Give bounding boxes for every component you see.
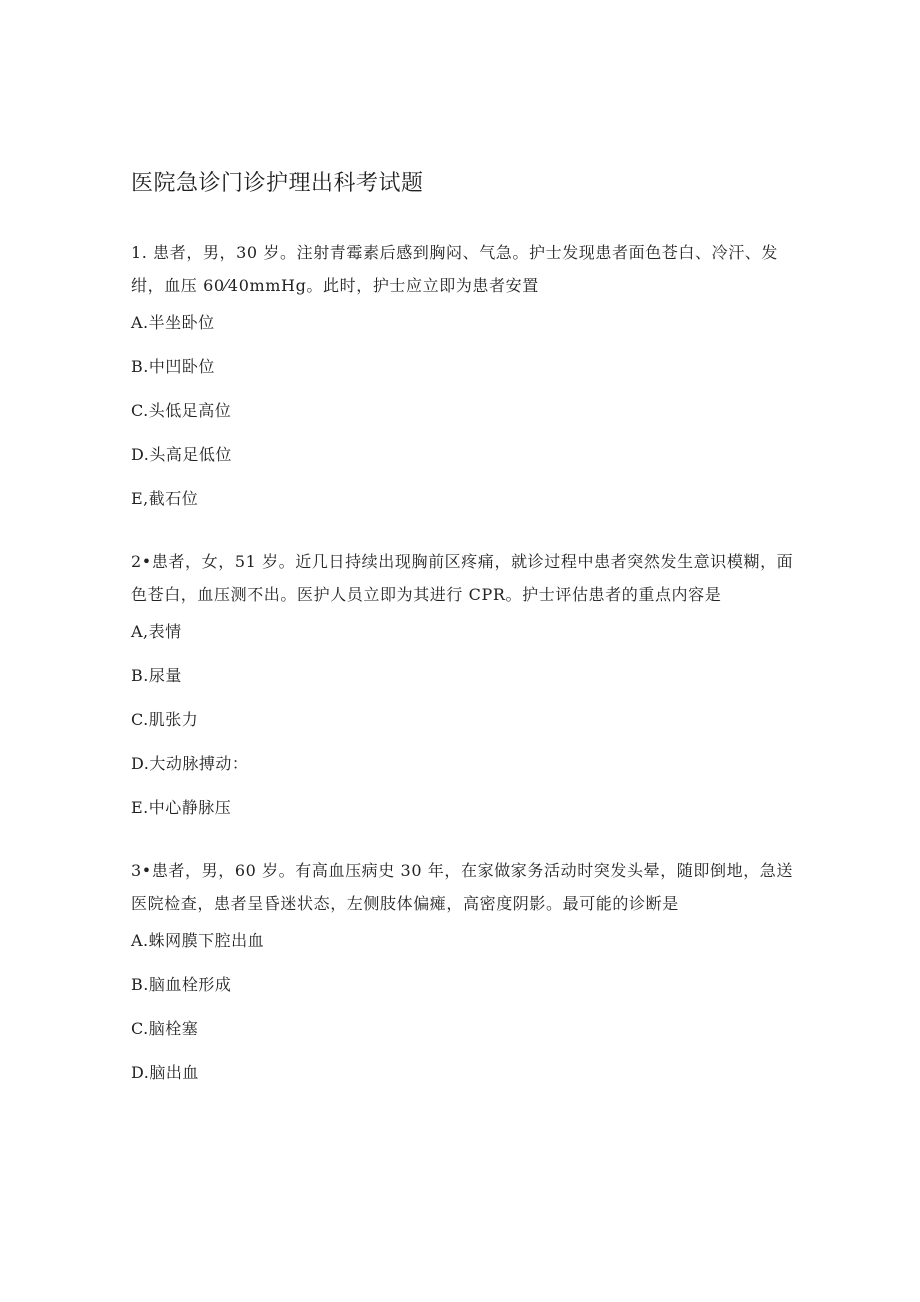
question-stem: 1. 患者，男，30 岁。注射青霉素后感到胸闷、气急。护士发现患者面色苍白、冷汗、发绀，血压 60⁄40mmHg。此时，护士应立即为患者安置 bbox=[131, 243, 778, 295]
option-b: B.中凹卧位 bbox=[131, 357, 215, 376]
question-stem: 2•患者，女，51 岁。近几日持续出现胸前区疼痛，就诊过程中患者突然发生意识模糊，面色苍白，血压测不出。医护人员立即为其进行 CPR。护士评估患者的重点内容是 bbox=[131, 552, 794, 604]
option-d: D.大动脉搏动： bbox=[131, 754, 249, 773]
option-e: E.中心静脉压 bbox=[131, 798, 232, 817]
question-1 bbox=[131, 236, 801, 531]
option-c: C.肌张力 bbox=[131, 710, 199, 729]
question-3 bbox=[131, 854, 801, 1105]
option-a: A,表情 bbox=[131, 622, 182, 641]
option-d: D.头高足低位 bbox=[131, 445, 232, 464]
option-a: A.半坐卧位 bbox=[131, 313, 215, 332]
option-d: D.脑出血 bbox=[131, 1063, 199, 1082]
question-2 bbox=[131, 545, 801, 840]
option-b: B.脑血栓形成 bbox=[131, 975, 232, 994]
question-stem: 3•患者，男，60 岁。有高血压病史 30 年，在家做家务活动时突发头晕，随即倒地，急送医院检查，患者呈昏迷状态，左侧肢体偏瘫，高密度阴影。最可能的诊断是 bbox=[131, 861, 793, 913]
exam-page bbox=[131, 168, 801, 1119]
option-e: E,截石位 bbox=[131, 489, 199, 508]
option-b: B.尿量 bbox=[131, 666, 182, 685]
page-title: 医院急诊门诊护理出科考试题 bbox=[131, 171, 424, 196]
option-c: C.头低足高位 bbox=[131, 401, 232, 420]
option-a: A.蛛网膜下腔出血 bbox=[131, 931, 265, 950]
option-c: C.脑栓塞 bbox=[131, 1019, 199, 1038]
